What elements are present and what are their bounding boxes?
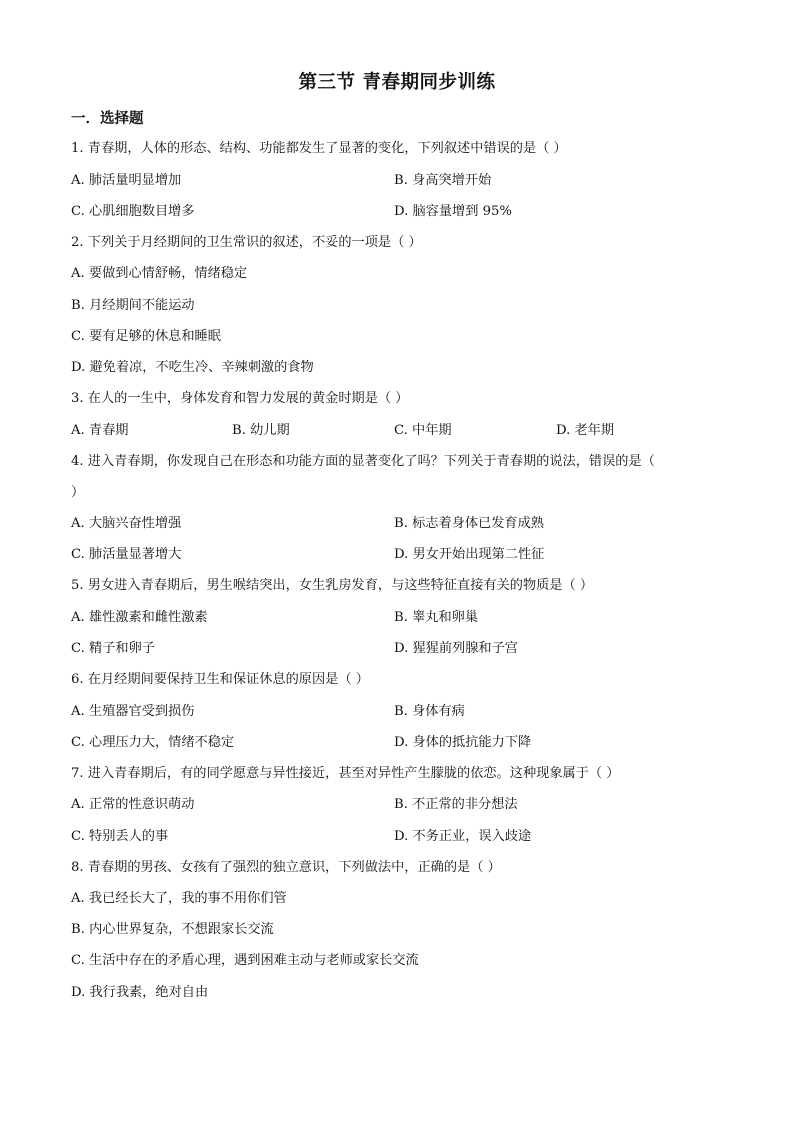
question-3-option-c: C. 中年期 <box>394 423 452 438</box>
question-8-stem: 8. 青春期的男孩、女孩有了强烈的独立意识，下列做法中，正确的是（ ） <box>71 860 501 875</box>
question-4-option-a: A. 大脑兴奋性增强 <box>71 516 182 531</box>
question-8-option-a: A. 我已经长大了，我的事不用你们管 <box>71 891 287 906</box>
section-heading: 一．选择题 <box>71 110 144 127</box>
question-3-stem: 3. 在人的一生中，身体发育和智力发展的黄金时期是（ ） <box>71 391 409 406</box>
question-1-option-c: C. 心肌细胞数目增多 <box>71 204 195 219</box>
question-2-option-a: A. 要做到心情舒畅，情绪稳定 <box>71 266 248 281</box>
question-2-option-d: D. 避免着凉，不吃生冷、辛辣刺激的食物 <box>71 360 314 375</box>
question-5-option-d: D. 猩猩前列腺和子宫 <box>394 641 518 656</box>
question-5-stem: 5. 男女进入青春期后，男生喉结突出，女生乳房发育，与这些特征直接有关的物质是（ ） <box>71 578 594 593</box>
question-2-stem: 2. 下列关于月经期间的卫生常识的叙述，不妥的一项是（ ） <box>71 235 422 250</box>
question-6-option-b: B. 身体有病 <box>394 704 465 719</box>
question-3-option-d: D. 老年期 <box>556 423 615 438</box>
question-6-option-a: A. 生殖器官受到损伤 <box>71 704 195 719</box>
question-7-option-d: D. 不务正业，误入歧途 <box>394 829 532 844</box>
question-1-option-b: B. 身高突增开始 <box>394 173 492 188</box>
question-1-option-a: A. 肺活量明显增加 <box>71 173 182 188</box>
question-8-option-b: B. 内心世界复杂，不想跟家长交流 <box>71 922 274 937</box>
question-6-option-c: C. 心理压力大，情绪不稳定 <box>71 735 235 750</box>
question-6-stem: 6. 在月经期间要保持卫生和保证休息的原因是（ ） <box>71 672 369 687</box>
question-5-option-a: A. 雄性激素和雌性激素 <box>71 610 208 625</box>
question-4-option-c: C. 肺活量显著增大 <box>71 547 182 562</box>
question-4-stem-continued: ） <box>71 485 85 500</box>
question-3-option-a: A. 青春期 <box>71 423 129 438</box>
page-title: 第三节 青春期同步训练 <box>298 72 496 93</box>
question-5-option-b: B. 睾丸和卵巢 <box>394 610 479 625</box>
question-1-option-d: D. 脑容量增到 95% <box>394 204 512 219</box>
question-6-option-d: D. 身体的抵抗能力下降 <box>394 735 532 750</box>
question-5-option-c: C. 精子和卵子 <box>71 641 155 656</box>
question-3-option-b: B. 幼儿期 <box>232 423 290 438</box>
question-2-option-b: B. 月经期间不能运动 <box>71 298 195 313</box>
question-7-option-c: C. 特别丢人的事 <box>71 829 169 844</box>
question-7-option-b: B. 不正常的非分想法 <box>394 797 518 812</box>
question-4-option-b: B. 标志着身体已发育成熟 <box>394 516 544 531</box>
question-8-option-d: D. 我行我素，绝对自由 <box>71 985 209 1000</box>
question-7-option-a: A. 正常的性意识萌动 <box>71 797 195 812</box>
question-2-option-c: C. 要有足够的休息和睡眠 <box>71 329 221 344</box>
question-4-stem: 4. 进入青春期，你发现自己在形态和功能方面的显著变化了吗？下列关于青春期的说法，错误的是（ <box>71 454 655 469</box>
question-7-stem: 7. 进入青春期后，有的同学愿意与异性接近，甚至对异性产生朦胧的依恋。这种现象属于（ ） <box>71 766 620 781</box>
question-8-option-c: C. 生活中存在的矛盾心理，遇到困难主动与老师或家长交流 <box>71 953 419 968</box>
question-4-option-d: D. 男女开始出现第二性征 <box>394 547 545 562</box>
question-1-stem: 1. 青春期，人体的形态、结构、功能都发生了显著的变化，下列叙述中错误的是（ ） <box>71 141 567 156</box>
